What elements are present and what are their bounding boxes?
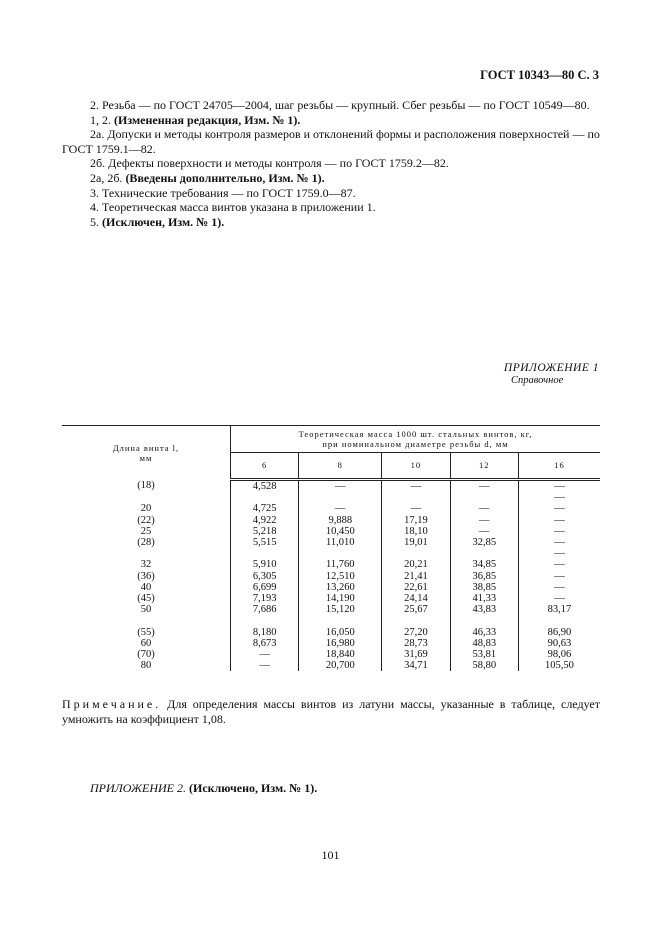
mass-cell: 46,33 [450,627,518,638]
mass-cell: — [554,481,565,492]
mass-cell: 31,69 [382,649,450,660]
mass-cell [450,548,518,559]
length-cell: (28) [62,537,231,548]
table-row [62,582,600,593]
mass-cell: 21,41 [382,571,450,582]
mass-cell: 25,67 [382,604,450,615]
mass-cell [231,492,299,503]
appendix-1-subtitle: Справочное [511,375,564,386]
mass-cell: — [554,537,565,549]
length-cell [62,548,231,559]
mass-cell: — [231,649,299,660]
mass-cell: 8,673 [231,638,299,649]
mass-cell [299,548,382,559]
table-note [62,697,600,726]
page-header: ГОСТ 10343—80 С. 3 [480,68,599,82]
mass-cell: 7,193 [231,593,299,604]
mass-cell: 24,14 [382,593,450,604]
paragraph-defects: 2б. Дефекты поверхности и методы контроля — по ГОСТ 1759.2—82. [90,156,449,171]
mass-cell: 20,21 [382,559,450,570]
mass-cell [382,548,450,559]
appendix-1-title: ПРИЛОЖЕНИЕ 1 [503,362,599,374]
length-cell: (18) [62,480,231,493]
mass-cell: 4,725 [231,503,299,514]
mass-cell: — [554,514,565,526]
body-text [62,98,600,229]
paragraph-thread: 2. Резьба — по ГОСТ 24705—2004, шаг резьбы — крупный. Сбег резьбы — по ГОСТ 10549—80. [90,98,590,112]
mass-cell: 11,760 [299,559,382,570]
table-row [62,649,600,660]
paragraph-revision-2: 2а, 2б. (Введены дополнительно, Изм. № 1). [90,170,325,185]
mass-cell: 41,33 [450,593,518,604]
mass-cell [518,615,600,626]
table-row [62,593,600,604]
mass-cell: — [450,503,518,514]
mass-cell: 53,81 [450,649,518,660]
mass-cell: 12,510 [299,571,382,582]
mass-cell: 20,700 [299,660,382,671]
diameter-header-1: 8 [299,453,382,480]
mass-cell: 34,71 [382,660,450,671]
mass-cell: — [231,660,299,671]
page-number: 101 [321,848,340,862]
mass-cell [231,548,299,559]
mass-cell [382,615,450,626]
mass-cell: 11,010 [299,537,382,548]
length-cell [62,492,231,503]
table-row [62,571,600,582]
paragraph-mass: 4. Теоретическая масса винтов указана в приложении 1. [90,200,376,215]
mass-cell [450,615,518,626]
table-row [62,638,600,649]
diameter-header-3: 12 [450,453,518,480]
mass-cell: — [382,503,450,514]
table-row [62,660,600,671]
mass-cell: 15,120 [299,604,382,615]
table-body [62,480,600,672]
mass-cell: 34,85 [450,559,518,570]
mass-cell: 86,90 [547,626,572,638]
table-row [62,503,600,514]
note-label: Примечание. [62,697,162,711]
length-cell: 40 [62,582,231,593]
length-cell: 80 [62,660,231,671]
table-row [62,559,600,570]
mass-cell: — [450,515,518,526]
mass-cell: 28,73 [382,638,450,649]
length-cell: 50 [62,604,231,615]
mass-cell [450,492,518,503]
note-text: Для определения массы винтов из латуни массы, указанные в таблице, следует умножить на коэффициент 1,08. [62,697,600,726]
mass-cell: 13,260 [299,582,382,593]
mass-cell: 36,85 [450,571,518,582]
mass-cell: 18,840 [299,649,382,660]
paragraph-requirements: 3. Технические требования — по ГОСТ 1759.0—87. [90,185,356,200]
mass-cell: — [554,581,565,593]
mass-cell: 58,80 [450,660,518,671]
mass-cell: 32,85 [450,537,518,548]
paragraph-tolerances: 2а. Допуски и методы контроля размеров и отклонений формы и расположения поверхностей — по ГОСТ 1759.1—82. [62,127,600,156]
length-cell: 20 [62,503,231,514]
table-row [62,526,600,537]
length-cell: (70) [62,649,231,660]
mass-cell: 8,180 [231,627,299,638]
diameter-header-4: 16 [518,453,600,480]
table-row [62,515,600,526]
mass-cell: 27,20 [382,627,450,638]
mass-cell: 22,61 [382,582,450,593]
mass-cell: 105,50 [545,660,574,672]
table-row [62,627,600,638]
mass-cell: — [554,492,565,504]
appendix-2: ПРИЛОЖЕНИЕ 2. (Исключено, Изм. № 1). [90,781,318,795]
mass-cell: 7,686 [231,604,299,615]
mass-cell: 19,01 [382,537,450,548]
mass-cell: 18,10 [382,526,450,537]
mass-cell: 98,06 [547,649,572,661]
mass-cell: — [554,559,565,571]
length-cell: (45) [62,593,231,604]
mass-cell: 6,305 [231,571,299,582]
mass-cell: 5,515 [231,537,299,548]
length-cell: (55) [62,627,231,638]
mass-cell: 43,83 [450,604,518,615]
mass-cell: — [554,548,565,560]
mass-cell [299,492,382,503]
mass-cell: 90,63 [547,637,572,649]
mass-cell [382,492,450,503]
mass-cell: — [554,570,565,582]
mass-cell: 16,980 [299,638,382,649]
mass-cell: 17,19 [382,515,450,526]
length-column-header: Длина винта l, мм [62,426,231,480]
mass-cell: — [450,480,518,493]
mass-cell [299,615,382,626]
paragraph-revision-1: 1, 2. (Измененная редакция, Изм. № 1). [90,112,301,127]
mass-cell [231,615,299,626]
table-row [62,480,600,493]
mass-cell: — [299,503,382,514]
mass-cell: 9,888 [299,515,382,526]
mass-cell: 16,050 [299,627,382,638]
length-cell: (36) [62,571,231,582]
mass-cell: 4,528 [231,480,299,493]
table-row [62,537,600,548]
length-cell: 60 [62,638,231,649]
mass-cell: — [554,593,565,605]
mass-column-header: Теоретическая масса 1000 шт. стальных винтов, кг, при номинальном диаметре резьбы d, мм [231,426,601,453]
mass-cell: 5,910 [231,559,299,570]
length-cell: (22) [62,515,231,526]
mass-cell: 4,922 [231,515,299,526]
mass-cell: 5,218 [231,526,299,537]
paragraph-excluded: 5. (Исключен, Изм. № 1). [90,214,225,229]
mass-table [62,425,600,671]
diameter-header-0: 6 [231,453,299,480]
mass-cell: — [450,526,518,537]
mass-cell: — [554,503,565,515]
length-cell: 25 [62,526,231,537]
table-row [62,615,600,626]
mass-cell: 38,85 [450,582,518,593]
diameter-header-2: 10 [382,453,450,480]
mass-cell: 83,17 [547,604,572,616]
table-row [62,492,600,503]
mass-cell: 6,699 [231,582,299,593]
mass-cell: — [299,480,382,493]
length-cell [62,615,231,626]
mass-cell: — [382,480,450,493]
length-cell: 32 [62,559,231,570]
mass-cell: 10,450 [299,526,382,537]
mass-cell: — [554,525,565,537]
table-row [62,604,600,615]
mass-cell: 48,83 [450,638,518,649]
mass-cell: 14,190 [299,593,382,604]
table-row [62,548,600,559]
